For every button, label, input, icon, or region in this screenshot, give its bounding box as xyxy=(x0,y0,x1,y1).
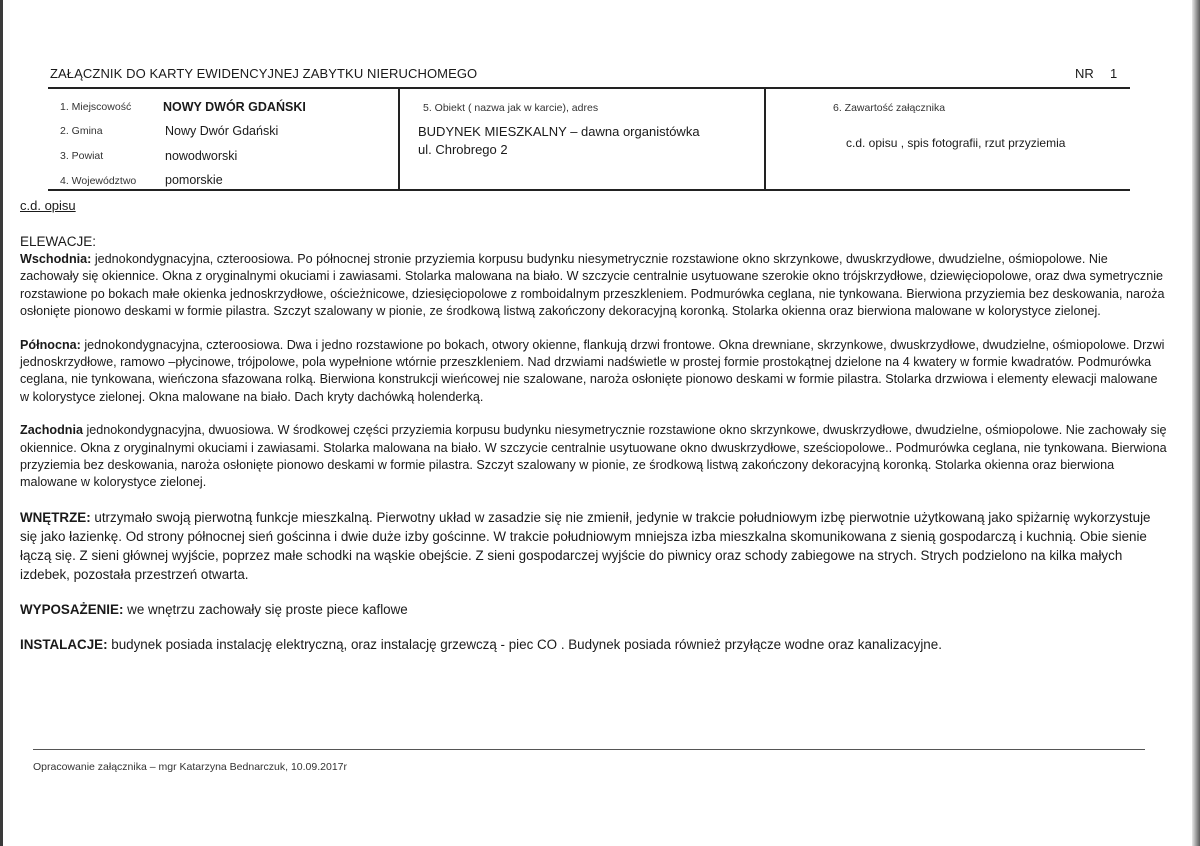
instalacje-label: INSTALACJE: xyxy=(20,636,108,652)
zachodnia-text: jednokondygnacyjna, dwuosiowa. W środkowej części przyziemia korpusu budynku niesymetrycznie rozstawione okno skrzynkowe, dwuskrzydłowe, dwudzielne, ośmiopolowe. Nie zachowały się okiennice. Okna z oryginalnymi okuciami i zawiasami. Stolarka malowana na biało. W szczycie centralnie usytuowane okno dwuskrzydłowe, sześciopolowe.. Podmurówka ceglana, nie tynkowana. Bierwiona przyziemia bez deskowania, naroża osłonięte pionowo deskami w formie pilastra. Szczyt szalowany w pionie, ze środkową listwą zakończony dekoracyjną koronką. Stolarka okienna oraz bierwiona malowane w kolorystyce zielonej. xyxy=(20,423,1167,490)
zachodnia-label: Zachodnia xyxy=(20,423,83,438)
table-bottom-rule xyxy=(48,189,1130,191)
wnetrze-label: WNĘTRZE: xyxy=(20,509,91,525)
field-value: nowodworski xyxy=(165,149,238,163)
field-value: c.d. opisu , spis fotografii, rzut przyziemia xyxy=(846,136,1066,150)
field-value: Nowy Dwór Gdański xyxy=(165,124,279,138)
paragraph-wschodnia xyxy=(20,251,1170,321)
document-title: ZAŁĄCZNIK DO KARTY EWIDENCYJNEJ ZABYTKU NIERUCHOMEGO xyxy=(50,66,478,81)
table-top-rule xyxy=(48,87,1130,89)
elewacje-heading: ELEWACJE: xyxy=(20,234,97,249)
wyposazenie-text: we wnętrzu zachowały się proste piece kaflowe xyxy=(123,601,408,617)
number-value: 1 xyxy=(1110,66,1118,81)
number-label: NR xyxy=(1075,66,1094,81)
section-title: c.d. opisu xyxy=(20,198,76,213)
field-value: NOWY DWÓR GDAŃSKI xyxy=(163,100,306,114)
footer-author: Opracowanie załącznika – mgr Katarzyna Bednarczuk, 10.09.2017r xyxy=(33,761,348,773)
field-label: 4. Województwo xyxy=(60,175,137,187)
polnocna-label: Północna: xyxy=(20,337,81,352)
table-divider-1 xyxy=(398,89,400,189)
wschodnia-text: jednokondygnacyjna, czteroosiowa. Po północnej stronie przyziemia korpusu budynku niesymetrycznie rozstawione okno skrzynkowe, dwuskrzydłowe, dwudzielne, ośmiopolowe. Nie zachowały się okiennice. Okna z oryginalnymi okuciami i zawiasami. Stolarka malowana na biało. W szczycie centralnie usytuowane szerokie okno trójskrzydłowe, dziewięciopolowe, oraz dwa symetrycznie rozstawione po bokach małe okienka jednoskrzydłowe, ościeżnicowe, dziesięciopolowe z romboidalnym przeszkleniem. Podmurówka ceglana, nie tynkowana. Bierwiona przyziemia bez deskowania, naroża osłonięte pionowo deskami w formie pilastra. Szczyt szalowany w pionie, ze środkową listwą zakończony dekoracyjną koronką. Stolarka okienna oraz bierwiona malowane w kolorystyce zielonej. xyxy=(20,252,1165,319)
polnocna-text: jednokondygnacyjna, czteroosiowa. Dwa i jedno rozstawione po bokach, otwory okienne, flankują drzwi frontowe. Okna drewniane, skrzynkowe, dwuskrzydłowe, dwudzielne, ośmiopolowe. Drzwi jednoskrzydłowe, ramowo –płycinowe, trójpolowe, pola wypełnione wtórnie przeszkleniem. Nad drzwiami nadświetle w prostej formie prostokątnej dzielone na 4 kwatery w formie kwadratów. Podmurówka ceglana, nie tynkowana, wieńczona sfazowana rolką. Bierwiona konstrukcji wieńcowej nie szalowane, naroża osłonięte pionowo deskami w formie pilastra. Stolarka drzwiowa i elementy elewacji malowane w kolorystyce zielonej. Okna malowane na biało. Dach kryty dachówką holenderką. xyxy=(20,337,1165,404)
field-label: 2. Gmina xyxy=(60,125,103,137)
paragraph-wnetrze xyxy=(20,508,1170,584)
field-label: 6. Zawartość załącznika xyxy=(833,102,946,114)
wyposazenie-label: WYPOSAŻENIE: xyxy=(20,601,124,617)
object-name: BUDYNEK MIESZKALNY – dawna organistówka xyxy=(418,124,700,139)
wnetrze-text: utrzymało swoją pierwotną funkcje mieszkalną. Pierwotny układ w zasadzie się nie zmienił, jedynie w trakcie południowym izbę pierwotnie użytkowaną jako spiżarnię wykorzystuje się jako łazienkę. Od strony północnej sień gościnna i dwie duże izby gościnne. W trakcie południowym mniejsza izba mieszkalna skomunikowana z sienią gospodarczą i kuchnią. Obie sienie łączą się. Z sieni głównej wyjście, poprzez małe schodki na wąskie obejście. Z sieni gospodarczej wyjście do piwnicy oraz schody zabiegowe na strych. Strych podzielono na kilka małych izdebek, pozostała przestrzeń otwarta. xyxy=(20,509,1151,582)
scan-edge-right xyxy=(1192,0,1200,846)
description-body xyxy=(20,233,1170,654)
wschodnia-label: Wschodnia: xyxy=(20,252,92,266)
paragraph-zachodnia xyxy=(20,422,1170,492)
field-label: 3. Powiat xyxy=(60,150,104,162)
paragraph-wyposazenie xyxy=(20,600,1170,619)
field-label: 5. Obiekt ( nazwa jak w karcie), adres xyxy=(423,102,599,114)
paragraph-polnocna xyxy=(20,337,1170,407)
instalacje-text: budynek posiada instalację elektryczną, oraz instalację grzewczą - piec CO . Budynek posiada również przyłącze wodne oraz kanalizacyjne. xyxy=(107,636,942,652)
paragraph-instalacje xyxy=(20,635,1170,654)
field-value: pomorskie xyxy=(165,173,223,187)
field-label: 1. Miejscowość xyxy=(60,101,132,113)
footer-rule xyxy=(33,749,1145,750)
object-address: ul. Chrobrego 2 xyxy=(418,142,508,157)
scan-edge-left xyxy=(0,0,3,846)
table-divider-2 xyxy=(764,89,766,189)
